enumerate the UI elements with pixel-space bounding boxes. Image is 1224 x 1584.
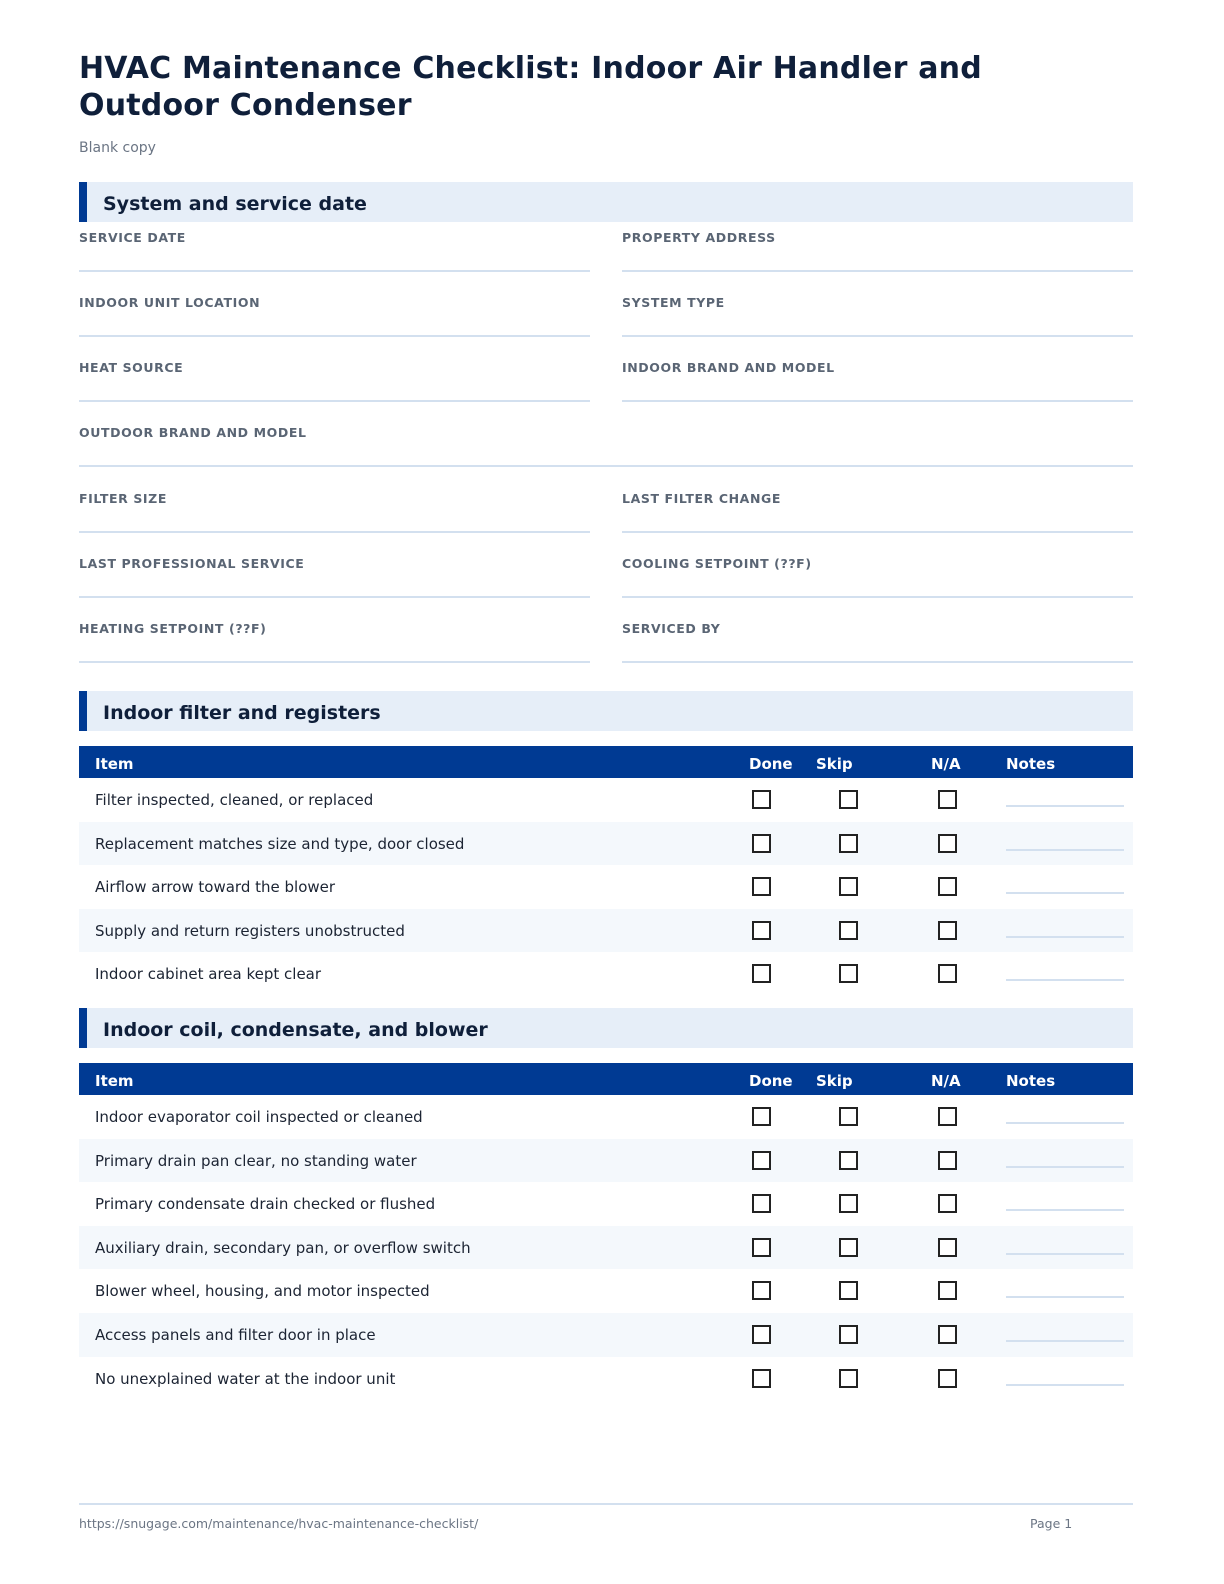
document-subtitle: Blank copy (79, 140, 156, 156)
section-title: Indoor coil, condensate, and blower (103, 1019, 488, 1041)
section-header-coil (79, 1008, 1133, 1048)
notes-field[interactable] (1006, 979, 1124, 981)
skip-checkbox[interactable] (839, 1107, 858, 1126)
notes-field[interactable] (1006, 1296, 1124, 1298)
field-label: LAST FILTER CHANGE (622, 491, 782, 506)
header-skip: Skip (816, 1072, 853, 1090)
row-item-label: Primary drain pan clear, no standing water (95, 1151, 417, 1170)
table-row (79, 1095, 1133, 1139)
na-checkbox[interactable] (938, 1281, 957, 1300)
field-serviced-by[interactable] (622, 613, 1133, 663)
checklist-page (79, 0, 1133, 1584)
section-accent-bar (79, 182, 87, 222)
na-checkbox[interactable] (938, 1238, 957, 1257)
done-checkbox[interactable] (752, 1238, 771, 1257)
notes-field[interactable] (1006, 1122, 1124, 1124)
footer-divider (79, 1503, 1133, 1505)
na-checkbox[interactable] (938, 921, 957, 940)
field-label: SYSTEM TYPE (622, 295, 725, 310)
filter-checklist-table (79, 746, 1133, 996)
field-service-date[interactable] (79, 222, 590, 272)
row-item-label: Indoor evaporator coil inspected or cleaned (95, 1108, 423, 1126)
notes-field[interactable] (1006, 1384, 1124, 1386)
field-label: SERVICED BY (622, 621, 721, 636)
header-item: Item (95, 755, 134, 773)
row-item-label: Primary condensate drain checked or flushed (95, 1195, 436, 1214)
table-row (79, 1182, 1133, 1226)
na-checkbox[interactable] (938, 877, 957, 896)
field-outdoor-brand-model[interactable] (79, 417, 1133, 467)
row-item-label: Supply and return registers unobstructed (95, 921, 405, 940)
skip-checkbox[interactable] (839, 1194, 858, 1213)
na-checkbox[interactable] (938, 1325, 957, 1344)
notes-field[interactable] (1006, 1253, 1124, 1255)
field-label: LAST PROFESSIONAL SERVICE (79, 556, 305, 571)
field-label: HEAT SOURCE (79, 360, 184, 375)
skip-checkbox[interactable] (839, 877, 858, 896)
section-title: Indoor filter and registers (103, 702, 381, 724)
field-label: HEATING SETPOINT (??F) (79, 621, 267, 636)
skip-checkbox[interactable] (839, 1238, 858, 1257)
na-checkbox[interactable] (938, 834, 957, 853)
header-item: Item (95, 1072, 134, 1090)
field-filter-size[interactable] (79, 483, 590, 533)
table-row (79, 822, 1133, 866)
row-item-label: Auxiliary drain, secondary pan, or overflow switch (95, 1238, 471, 1257)
coil-checklist-table (79, 1063, 1133, 1400)
section-header-filter (79, 691, 1133, 731)
header-notes: Notes (1006, 1072, 1056, 1090)
field-last-professional-service[interactable] (79, 548, 590, 598)
notes-field[interactable] (1006, 849, 1124, 851)
notes-field[interactable] (1006, 892, 1124, 894)
row-item-label: Indoor cabinet area kept clear (95, 965, 322, 984)
table-row (79, 865, 1133, 909)
field-label: INDOOR UNIT LOCATION (79, 295, 261, 310)
notes-field[interactable] (1006, 1209, 1124, 1211)
header-skip: Skip (816, 755, 853, 773)
row-item-label: Access panels and filter door in place (95, 1325, 376, 1344)
footer-url[interactable]: https://snugage.com/maintenance/hvac-maintenance-checklist/ (79, 1516, 479, 1531)
section-accent-bar (79, 1008, 87, 1048)
table-header (79, 1063, 1133, 1095)
done-checkbox[interactable] (752, 834, 771, 853)
table-header (79, 746, 1133, 778)
section-header-system (79, 182, 1133, 222)
field-indoor-brand-model[interactable] (622, 352, 1133, 402)
field-label: FILTER SIZE (79, 491, 167, 506)
skip-checkbox[interactable] (839, 1325, 858, 1344)
field-system-type[interactable] (622, 287, 1133, 337)
done-checkbox[interactable] (752, 1194, 771, 1213)
skip-checkbox[interactable] (839, 790, 858, 809)
done-checkbox[interactable] (752, 921, 771, 940)
table-row (79, 1313, 1133, 1357)
header-na: N/A (931, 1072, 961, 1090)
page-number: Page 1 (1030, 1516, 1073, 1531)
row-item-label: No unexplained water at the indoor unit (95, 1369, 396, 1388)
field-heating-setpoint[interactable] (79, 613, 590, 663)
row-item-label: Replacement matches size and type, door closed (95, 834, 465, 853)
row-item-label: Airflow arrow toward the blower (95, 878, 336, 897)
row-item-label: Filter inspected, cleaned, or replaced (95, 791, 374, 809)
done-checkbox[interactable] (752, 1325, 771, 1344)
skip-checkbox[interactable] (839, 921, 858, 940)
na-checkbox[interactable] (938, 964, 957, 983)
field-cooling-setpoint[interactable] (622, 548, 1133, 598)
table-row (79, 952, 1133, 996)
table-row (79, 1357, 1133, 1401)
notes-field[interactable] (1006, 936, 1124, 938)
field-indoor-unit-location[interactable] (79, 287, 590, 337)
field-label: COOLING SETPOINT (??F) (622, 556, 812, 571)
table-row (79, 778, 1133, 822)
field-label: INDOOR BRAND AND MODEL (622, 360, 835, 375)
na-checkbox[interactable] (938, 1369, 957, 1388)
table-row (79, 909, 1133, 953)
na-checkbox[interactable] (938, 1194, 957, 1213)
header-done: Done (749, 755, 793, 773)
table-row (79, 1139, 1133, 1183)
na-checkbox[interactable] (938, 790, 957, 809)
field-last-filter-change[interactable] (622, 483, 1133, 533)
table-row (79, 1226, 1133, 1270)
done-checkbox[interactable] (752, 1369, 771, 1388)
done-checkbox[interactable] (752, 964, 771, 983)
na-checkbox[interactable] (938, 1107, 957, 1126)
skip-checkbox[interactable] (839, 1151, 858, 1170)
done-checkbox[interactable] (752, 790, 771, 809)
row-item-label: Blower wheel, housing, and motor inspected (95, 1282, 430, 1301)
field-heat-source[interactable] (79, 352, 590, 402)
header-na: N/A (931, 755, 961, 773)
document-title: HVAC Maintenance Checklist: Indoor Air Handler and Outdoor Condenser (79, 51, 982, 123)
field-property-address[interactable] (622, 222, 1133, 272)
section-accent-bar (79, 691, 87, 731)
header-done: Done (749, 1072, 793, 1090)
field-label: PROPERTY ADDRESS (622, 230, 776, 245)
skip-checkbox[interactable] (839, 1369, 858, 1388)
done-checkbox[interactable] (752, 1281, 771, 1300)
skip-checkbox[interactable] (839, 1281, 858, 1300)
field-label: OUTDOOR BRAND AND MODEL (79, 425, 307, 440)
header-notes: Notes (1006, 755, 1056, 773)
notes-field[interactable] (1006, 1166, 1124, 1168)
done-checkbox[interactable] (752, 1151, 771, 1170)
done-checkbox[interactable] (752, 877, 771, 896)
field-label: SERVICE DATE (79, 230, 186, 245)
done-checkbox[interactable] (752, 1107, 771, 1126)
notes-field[interactable] (1006, 805, 1124, 807)
na-checkbox[interactable] (938, 1151, 957, 1170)
table-row (79, 1269, 1133, 1313)
skip-checkbox[interactable] (839, 964, 858, 983)
skip-checkbox[interactable] (839, 834, 858, 853)
section-title: System and service date (103, 193, 367, 215)
notes-field[interactable] (1006, 1340, 1124, 1342)
